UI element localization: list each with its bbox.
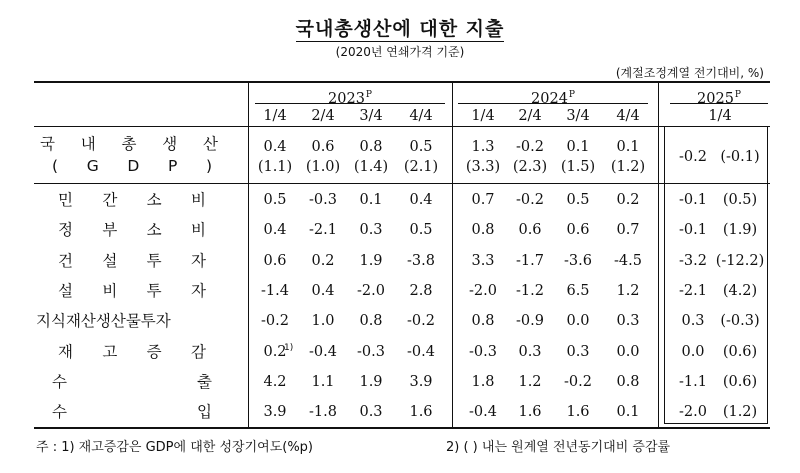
row-label: 건 설 투 자 [58,252,206,270]
table-cell-latest: 0.3 [681,313,705,329]
row-label-gdp-abbr: ( G D P ) [52,157,212,175]
table-cell-yoy: (1.2) [610,159,646,175]
table-cell: 1.6 [409,404,433,420]
quarter-header: 1/4 [708,108,732,124]
table-cell-latest-yoy: (-12.2) [715,253,765,269]
table-cell: 0.8 [359,139,383,155]
table-cell: 0.6 [311,139,335,155]
table-cell: 0.5 [409,139,433,155]
table-cell: -1.7 [516,253,544,269]
table-cell: 0.3 [616,313,640,329]
table-cell-yoy: (1.1) [257,159,293,175]
table-cell: 1.9 [359,253,383,269]
table-cell-latest-yoy: (0.6) [722,374,758,390]
table-cell: 0.5 [263,192,287,208]
quarter-header: 1/4 [263,108,287,124]
table-cell: 1.2 [616,283,640,299]
table-cell: 1.8 [471,374,495,390]
table-cell: -2.1 [309,222,337,238]
footnote-1: 주 : 1) 재고증감은 GDP에 대한 성장기여도(%p) [36,440,314,455]
table-cell-latest-yoy: (4.2) [722,283,758,299]
table-cell: 1.6 [566,404,590,420]
table-cell-yoy: (1.4) [353,159,389,175]
table-cell: 6.5 [566,283,590,299]
table-cell-yoy: (2.1) [403,159,439,175]
row-label: 수 입 [52,403,212,421]
table-cell: 0.2 [263,344,287,360]
table-cell: 1.9 [359,374,383,390]
table-cell-latest: -0.2 [679,149,707,165]
year-header-2024: $2024^P$ [531,90,575,107]
year-header-2025: $2025^P$ [697,90,741,107]
table-cell-yoy: (1.5) [560,159,596,175]
table-cell-yoy: (1.0) [305,159,341,175]
table-cell-latest: -2.1 [679,283,707,299]
table-cell: -0.3 [309,192,337,208]
table-cell: 0.7 [616,222,640,238]
table-cell: 0.0 [566,313,590,329]
table-cell-yoy: (2.3) [512,159,548,175]
table-cell: -0.2 [516,139,544,155]
table-cell: -0.4 [309,344,337,360]
table-cell: 0.4 [409,192,433,208]
quarter-header: 2/4 [311,108,335,124]
table-cell-latest-yoy: (-0.3) [720,313,760,329]
table-cell: 0.1 [566,139,590,155]
table-title: 국내총생산에 대한 지출 [295,18,505,40]
table-cell: 0.0 [616,344,640,360]
quarter-header: 3/4 [359,108,383,124]
row-label: 수 출 [52,373,212,391]
table-cell: 0.6 [518,222,542,238]
row-label: 지식재산생산물투자 [36,312,171,330]
table-cell-latest-yoy: (0.6) [722,344,758,360]
table-subtitle: (2020년 연쇄가격 기준) [335,45,465,59]
table-cell: -3.6 [564,253,592,269]
table-cell: 2.8 [409,283,433,299]
table-cell-latest-yoy: (0.5) [722,192,758,208]
bottom-rule [34,427,770,429]
row-label: 재 고 증 감 1) [58,342,258,362]
table-cell: 0.7 [471,192,495,208]
table-cell-latest: -3.2 [679,253,707,269]
table-cell: -0.2 [516,192,544,208]
table-cell: 1.1 [311,374,335,390]
table-cell: -2.0 [357,283,385,299]
row-label: 정 부 소 비 [58,221,206,239]
table-cell: -0.9 [516,313,544,329]
quarter-header: 2/4 [518,108,542,124]
table-cell: -2.0 [469,283,497,299]
gdp-rule [34,183,770,184]
table-cell: 0.1 [359,192,383,208]
row-label: 민 간 소 비 [58,191,206,209]
table-cell: -0.3 [469,344,497,360]
table-cell: 0.3 [518,344,542,360]
table-cell: 1.3 [471,139,495,155]
table-cell: 1.2 [518,374,542,390]
table-cell-latest-yoy: (1.2) [722,404,758,420]
table-cell: 0.8 [359,313,383,329]
table-cell: 0.4 [311,283,335,299]
column-divider [658,83,659,427]
table-cell-latest: -0.1 [679,222,707,238]
table-cell: 0.8 [471,313,495,329]
table-cell: -0.3 [357,344,385,360]
table-cell: -1.2 [516,283,544,299]
table-cell: -0.4 [469,404,497,420]
quarter-header: 3/4 [566,108,590,124]
footnote-2: 2) ( ) 내는 원계열 전년동기대비 증감률 [446,440,671,455]
table-cell: 0.6 [566,222,590,238]
table-cell: 0.4 [263,222,287,238]
quarter-header: 1/4 [471,108,495,124]
table-cell: 0.5 [409,222,433,238]
quarter-header: 4/4 [616,108,640,124]
footnote-marker: 1) [284,343,294,353]
table-cell: 0.3 [359,404,383,420]
table-cell-latest: -1.1 [679,374,707,390]
table-cell: 4.2 [263,374,287,390]
column-divider [452,83,453,427]
table-cell: -0.2 [261,313,289,329]
table-cell: -0.4 [407,344,435,360]
table-cell: 0.1 [616,404,640,420]
year-header-2023: $2023^P$ [328,90,372,107]
table-cell: 0.3 [566,344,590,360]
table-cell: -1.4 [261,283,289,299]
table-cell-yoy: (3.3) [465,159,501,175]
table-cell: -1.8 [309,404,337,420]
top-rule [34,81,770,83]
table-cell: -0.2 [564,374,592,390]
table-cell: 0.2 [616,192,640,208]
table-cell: 0.3 [359,222,383,238]
table-cell: 0.2 [311,253,335,269]
table-cell: -0.2 [407,313,435,329]
table-cell-latest: 0.0 [681,344,705,360]
table-cell-latest: -0.1 [679,192,707,208]
row-label: 설 비 투 자 [58,282,206,300]
quarter-header: 4/4 [409,108,433,124]
table-cell: 0.5 [566,192,590,208]
table-cell: -3.8 [407,253,435,269]
table-cell: -4.5 [614,253,642,269]
header-rule [34,126,770,127]
table-cell-latest-yoy: (1.9) [722,222,758,238]
table-cell: 3.9 [409,374,433,390]
table-cell: 3.3 [471,253,495,269]
table-cell: 3.9 [263,404,287,420]
table-cell: 0.8 [616,374,640,390]
table-cell: 0.4 [263,139,287,155]
table-cell-latest: -2.0 [679,404,707,420]
table-cell: 0.1 [616,139,640,155]
table-cell: 1.6 [518,404,542,420]
table-cell-latest-yoy: (-0.1) [720,149,760,165]
table-cell: 1.0 [311,313,335,329]
table-cell: 0.8 [471,222,495,238]
row-label-gdp: 국 내 총 생 산 [40,135,218,153]
unit-note: (계절조정계열 전기대비, %) [615,66,764,80]
table-cell: 0.6 [263,253,287,269]
